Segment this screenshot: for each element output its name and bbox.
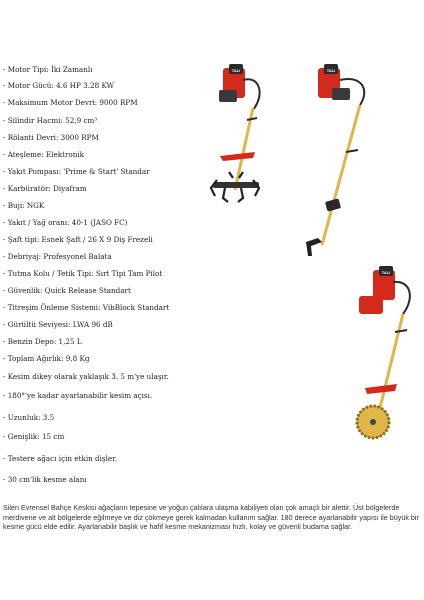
spec-item: - Buji: NGK <box>3 201 45 210</box>
flex-hose <box>243 79 260 110</box>
spec-item: - Güvenlik: Quick Release Standart <box>3 286 131 295</box>
engine-cover <box>359 296 383 314</box>
spec-item: - Şaft tipi: Esnek Şaft / 26 X 9 Diş Frezeli <box>3 235 153 244</box>
spec-item: - Kesim dikey olarak yaklaşık 3. 5 m'ye ulaşır. <box>3 372 169 381</box>
spec-item: - Genişlik: 15 cm <box>3 432 65 441</box>
engine-base <box>332 88 350 100</box>
spec-item: - Motor Gücü: 4.6 HP 3.28 KW <box>3 81 114 90</box>
spec-item: - Maksimum Motor Devri: 9000 RPM <box>3 98 138 107</box>
tiller-product-image <box>205 60 280 250</box>
spec-item: - Rölanti Devri: 3000 RPM <box>3 133 99 142</box>
product-description: Silen Evrensel Bahçe Keskisi ağaçların tepesine ve yoğun çalılara ulaşma kabiliyeti olan çok amaçlı bir alettir. Üst bölgelerde merdivene ve alt bölgelerde eğilmeye ve diz çökmeye gerek kalmadan kullanım sağlar. 180 derece ayarlanabilir yapısı ile büyük bir kesme gücü elde edilir. Ayarlanabilir başlık ve hafif kesme mekanizması hızlı, kolay ve güvenli budama sağlar. <box>3 503 419 532</box>
tiller-axle <box>213 182 259 188</box>
brand-label: TALI <box>326 68 336 73</box>
spec-item: - Motor Tipi: İki Zamanlı <box>3 65 93 74</box>
saw-head <box>325 198 341 211</box>
handle <box>247 118 257 120</box>
shaft <box>379 314 403 412</box>
spec-item: - Karbüratör: Diyafram <box>3 184 87 193</box>
brand-label: TALI <box>231 68 241 73</box>
spec-item: - Yakıt Pompası: 'Prime & Start' Standar <box>3 167 150 176</box>
guard <box>220 152 255 161</box>
spec-item: - 180°'ye kadar ayarlanabilir kesim açısı. <box>3 391 153 400</box>
spec-item: - 30 cm'lik kesme alanı <box>3 475 87 484</box>
blade-hub <box>370 419 376 425</box>
shaft <box>322 105 360 245</box>
brushcutter-product-image <box>345 262 420 447</box>
spec-item: - Gürültü Seviyesi: LWA 96 dB <box>3 320 113 329</box>
brand-label: TALI <box>381 270 391 275</box>
spec-item: - Testere ağacı için etkin dişler. <box>3 454 118 463</box>
spec-item: - Ateşleme: Elektronik <box>3 150 85 159</box>
flex-hose <box>393 282 410 314</box>
spec-item: - Titreşim Önleme Sistemi: VibBlock Standart <box>3 303 170 312</box>
pruner-product-image <box>300 60 380 260</box>
guard <box>365 384 397 394</box>
spec-item: - Yakıt / Yağ oranı: 40-1 (JASO FC) <box>3 218 128 227</box>
spec-item: - Toplam Ağırlık: 9,8 Kg <box>3 354 90 363</box>
spec-item: - Tutma Kolu / Tetik Tipi: Sırt Tipi Tam Pilot <box>3 269 163 278</box>
saw-bar <box>306 238 322 256</box>
engine-base <box>219 90 237 102</box>
spec-item: - Debriyaj: Profesyonel Balata <box>3 252 112 261</box>
spec-item: - Silindir Hacmi: 52,9 cm³ <box>3 116 98 125</box>
handle <box>395 330 407 332</box>
spec-item: - Benzin Depo: 1,25 L <box>3 337 82 346</box>
spec-item: - Uzunluk: 3.5 <box>3 413 55 422</box>
